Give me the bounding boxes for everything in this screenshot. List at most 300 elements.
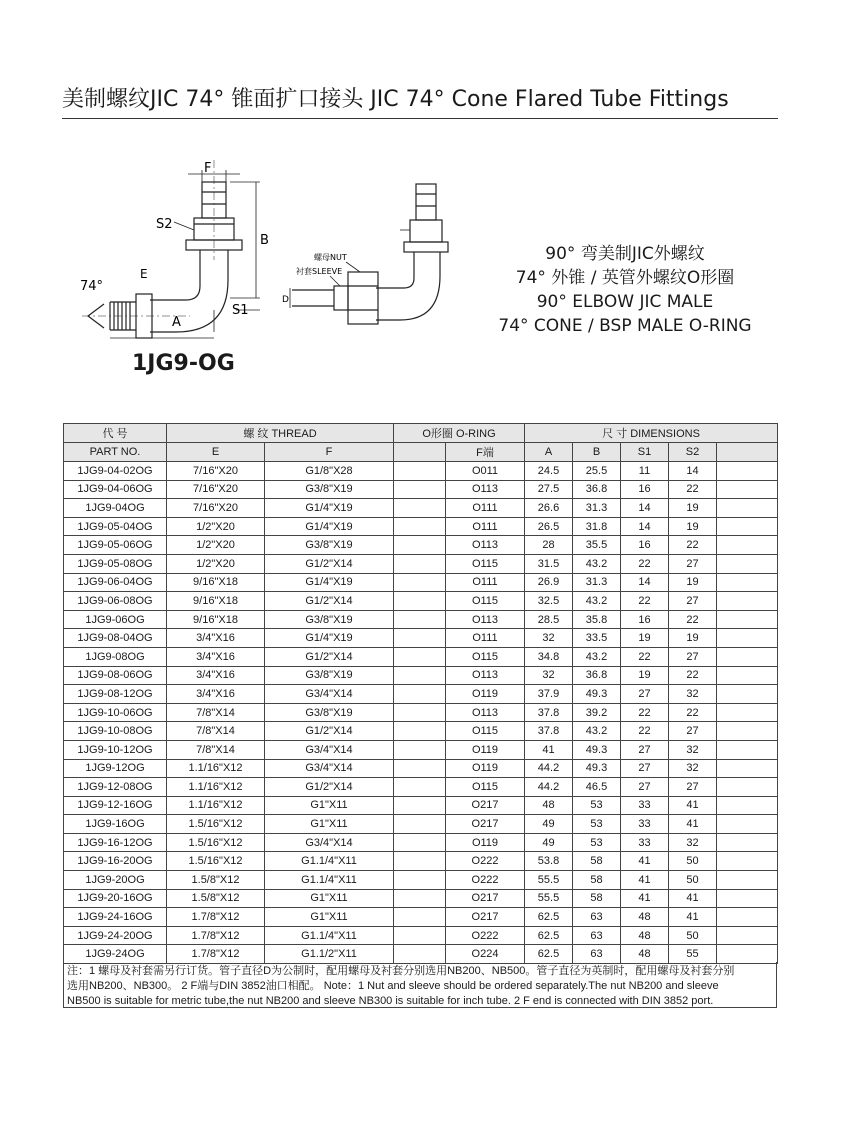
cell-dim-s2: 19 [669, 573, 717, 592]
cell-dim-a: 37.8 [525, 703, 573, 722]
cell-dim-s1: 41 [621, 871, 669, 890]
cell-thread-f: G3/4"X14 [265, 740, 394, 759]
cell-dim-s1: 41 [621, 889, 669, 908]
page-title: 美制螺纹JIC 74° 锥面扩口接头 JIC 74° Cone Flared Tube Fittings [62, 87, 729, 112]
cell-dim-a: 31.5 [525, 554, 573, 573]
cell-blank [394, 926, 446, 945]
spec-table [63, 423, 778, 964]
cell-part-no: 1JG9-08-06OG [64, 666, 167, 685]
cell-oring: O115 [446, 554, 525, 573]
cell-oring: O111 [446, 517, 525, 536]
cell-dim-s2: 32 [669, 759, 717, 778]
table-row [64, 592, 778, 611]
cell-extra [717, 778, 778, 797]
description-line-1: 90° 弯美制JIC外螺纹 [545, 244, 705, 264]
cell-dim-b: 31.3 [573, 573, 621, 592]
cell-extra [717, 517, 778, 536]
header-part-no: PART NO. [64, 443, 167, 462]
cell-blank [394, 778, 446, 797]
cell-dim-b: 35.5 [573, 536, 621, 555]
cell-dim-s1: 11 [621, 462, 669, 481]
cell-extra [717, 685, 778, 704]
cell-part-no: 1JG9-06-08OG [64, 592, 167, 611]
label-s2: S2 [156, 217, 173, 232]
cell-thread-f: G3/8"X19 [265, 480, 394, 499]
table-row [64, 945, 778, 964]
label-sleeve: 衬套SLEEVE [296, 267, 343, 276]
cell-oring: O119 [446, 740, 525, 759]
cell-extra [717, 852, 778, 871]
cell-dim-a: 32.5 [525, 592, 573, 611]
table-row [64, 517, 778, 536]
header-thread: 螺 纹 THREAD [167, 424, 394, 443]
cell-extra [717, 871, 778, 890]
cell-blank [394, 480, 446, 499]
cell-thread-f: G1/8"X28 [265, 462, 394, 481]
cell-blank [394, 610, 446, 629]
cell-dim-a: 26.6 [525, 499, 573, 518]
cell-part-no: 1JG9-10-06OG [64, 703, 167, 722]
cell-extra [717, 499, 778, 518]
cell-dim-s2: 32 [669, 740, 717, 759]
cell-dim-b: 31.8 [573, 517, 621, 536]
cell-thread-e: 1.5/8"X12 [167, 871, 265, 890]
cell-part-no: 1JG9-16OG [64, 815, 167, 834]
cell-blank [394, 759, 446, 778]
cell-dim-s1: 14 [621, 573, 669, 592]
header-oring: O形圈 O-RING [394, 424, 525, 443]
cell-thread-f: G3/4"X14 [265, 833, 394, 852]
cell-oring: O119 [446, 685, 525, 704]
cell-blank [394, 685, 446, 704]
cell-extra [717, 722, 778, 741]
cell-blank [394, 517, 446, 536]
cell-part-no: 1JG9-16-12OG [64, 833, 167, 852]
cell-thread-f: G1.1/4"X11 [265, 871, 394, 890]
cell-part-no: 1JG9-05-04OG [64, 517, 167, 536]
cell-thread-e: 9/16"X18 [167, 610, 265, 629]
header-blank [394, 443, 446, 462]
header-s2: S2 [669, 443, 717, 462]
cell-extra [717, 629, 778, 648]
cell-part-no: 1JG9-20OG [64, 871, 167, 890]
cell-part-no: 1JG9-12-16OG [64, 796, 167, 815]
label-d: D [282, 295, 289, 305]
cell-oring: O113 [446, 666, 525, 685]
cell-dim-b: 43.2 [573, 647, 621, 666]
cell-thread-e: 1.1/16"X12 [167, 796, 265, 815]
cell-dim-a: 62.5 [525, 945, 573, 964]
cell-dim-a: 37.8 [525, 722, 573, 741]
description-line-2: 74° 外锥 / 英管外螺纹O形圈 [515, 268, 735, 288]
cell-part-no: 1JG9-24-20OG [64, 926, 167, 945]
cell-dim-a: 32 [525, 666, 573, 685]
cell-blank [394, 499, 446, 518]
cell-blank [394, 629, 446, 648]
cell-extra [717, 796, 778, 815]
cell-extra [717, 480, 778, 499]
cell-part-no: 1JG9-08OG [64, 647, 167, 666]
cell-dim-s2: 55 [669, 945, 717, 964]
cell-dim-s1: 16 [621, 610, 669, 629]
cell-thread-e: 7/8"X14 [167, 722, 265, 741]
cell-dim-s2: 14 [669, 462, 717, 481]
description-line-3: 90° ELBOW JIC MALE [536, 292, 714, 312]
cell-part-no: 1JG9-20-16OG [64, 889, 167, 908]
table-row [64, 889, 778, 908]
cell-part-no: 1JG9-24OG [64, 945, 167, 964]
cell-dim-a: 48 [525, 796, 573, 815]
header-dimensions: 尺 寸 DIMENSIONS [525, 424, 778, 443]
cell-dim-s1: 27 [621, 778, 669, 797]
cell-thread-f: G3/8"X19 [265, 703, 394, 722]
cell-blank [394, 833, 446, 852]
cell-thread-f: G1/4"X19 [265, 573, 394, 592]
cell-blank [394, 536, 446, 555]
cell-thread-f: G1/2"X14 [265, 592, 394, 611]
table-row [64, 722, 778, 741]
table-row [64, 462, 778, 481]
cell-thread-f: G1.1/4"X11 [265, 852, 394, 871]
cell-dim-s2: 22 [669, 666, 717, 685]
cell-dim-s2: 27 [669, 554, 717, 573]
cell-blank [394, 647, 446, 666]
cell-thread-e: 1.5/16"X12 [167, 852, 265, 871]
table-row [64, 554, 778, 573]
cell-blank [394, 871, 446, 890]
cell-part-no: 1JG9-06-04OG [64, 573, 167, 592]
cell-dim-b: 53 [573, 815, 621, 834]
cell-dim-s1: 19 [621, 629, 669, 648]
cell-blank [394, 815, 446, 834]
cell-oring: O113 [446, 703, 525, 722]
cell-thread-f: G1/4"X19 [265, 517, 394, 536]
cell-blank [394, 703, 446, 722]
fitting-drawing [70, 160, 470, 350]
cell-thread-f: G1"X11 [265, 815, 394, 834]
cell-thread-f: G3/8"X19 [265, 536, 394, 555]
cell-dim-a: 53.8 [525, 852, 573, 871]
cell-thread-f: G1/2"X14 [265, 722, 394, 741]
cell-thread-e: 1.5/16"X12 [167, 833, 265, 852]
cell-thread-f: G1"X11 [265, 889, 394, 908]
cell-thread-e: 9/16"X18 [167, 592, 265, 611]
cell-oring: O115 [446, 647, 525, 666]
cell-dim-b: 49.3 [573, 759, 621, 778]
cell-extra [717, 592, 778, 611]
cell-blank [394, 462, 446, 481]
label-f: F [204, 161, 212, 176]
cell-dim-s1: 14 [621, 517, 669, 536]
cell-dim-b: 36.8 [573, 666, 621, 685]
cell-dim-b: 43.2 [573, 592, 621, 611]
cell-dim-a: 26.5 [525, 517, 573, 536]
cell-dim-s2: 27 [669, 647, 717, 666]
cell-blank [394, 889, 446, 908]
cell-dim-s2: 41 [669, 815, 717, 834]
cell-thread-e: 7/16"X20 [167, 499, 265, 518]
cell-blank [394, 740, 446, 759]
cell-part-no: 1JG9-16-20OG [64, 852, 167, 871]
cell-dim-s2: 50 [669, 871, 717, 890]
cell-dim-b: 49.3 [573, 685, 621, 704]
cell-dim-s1: 16 [621, 536, 669, 555]
cell-dim-b: 31.3 [573, 499, 621, 518]
cell-thread-f: G1"X11 [265, 908, 394, 927]
fitting-description [490, 242, 760, 338]
cell-thread-e: 3/4"X16 [167, 647, 265, 666]
cell-oring: O222 [446, 852, 525, 871]
cell-dim-s2: 27 [669, 592, 717, 611]
table-row [64, 536, 778, 555]
cell-thread-e: 3/4"X16 [167, 685, 265, 704]
cell-dim-s1: 48 [621, 945, 669, 964]
cell-extra [717, 666, 778, 685]
header-code: 代 号 [64, 424, 167, 443]
cell-extra [717, 610, 778, 629]
model-number: 1JG9-OG [132, 351, 235, 376]
cell-dim-b: 36.8 [573, 480, 621, 499]
cell-part-no: 1JG9-10-08OG [64, 722, 167, 741]
cell-blank [394, 573, 446, 592]
cell-dim-s2: 22 [669, 536, 717, 555]
cell-dim-s1: 14 [621, 499, 669, 518]
cell-thread-e: 3/4"X16 [167, 666, 265, 685]
cell-thread-f: G1/2"X14 [265, 647, 394, 666]
cell-dim-b: 33.5 [573, 629, 621, 648]
cell-oring: O115 [446, 592, 525, 611]
cell-oring: O217 [446, 796, 525, 815]
header-a: A [525, 443, 573, 462]
cell-extra [717, 462, 778, 481]
cell-thread-f: G3/8"X19 [265, 666, 394, 685]
cell-dim-b: 58 [573, 889, 621, 908]
table-row [64, 852, 778, 871]
cell-oring: O113 [446, 536, 525, 555]
table-row [64, 610, 778, 629]
table-row [64, 778, 778, 797]
cell-extra [717, 647, 778, 666]
cell-thread-e: 7/8"X14 [167, 703, 265, 722]
cell-dim-s1: 22 [621, 647, 669, 666]
cell-part-no: 1JG9-08-04OG [64, 629, 167, 648]
cell-oring: O119 [446, 833, 525, 852]
cell-part-no: 1JG9-05-08OG [64, 554, 167, 573]
cell-oring: O217 [446, 908, 525, 927]
cell-dim-a: 28 [525, 536, 573, 555]
cell-thread-e: 9/16"X18 [167, 573, 265, 592]
cell-oring: O217 [446, 815, 525, 834]
cell-extra [717, 889, 778, 908]
cell-dim-b: 43.2 [573, 722, 621, 741]
cell-dim-s1: 33 [621, 815, 669, 834]
cell-thread-e: 1.1/16"X12 [167, 778, 265, 797]
header-e: E [167, 443, 265, 462]
table-row [64, 908, 778, 927]
cell-dim-s1: 33 [621, 796, 669, 815]
cell-blank [394, 796, 446, 815]
cell-part-no: 1JG9-06OG [64, 610, 167, 629]
header-f: F [265, 443, 394, 462]
cell-thread-f: G1/4"X19 [265, 499, 394, 518]
cell-dim-s2: 19 [669, 629, 717, 648]
table-row [64, 480, 778, 499]
cell-thread-e: 1.7/8"X12 [167, 908, 265, 927]
cell-extra [717, 833, 778, 852]
table-row [64, 703, 778, 722]
cell-dim-a: 62.5 [525, 926, 573, 945]
cell-thread-e: 3/4"X16 [167, 629, 265, 648]
label-e: E [140, 267, 148, 281]
header-s1: S1 [621, 443, 669, 462]
cell-part-no: 1JG9-05-06OG [64, 536, 167, 555]
table-row [64, 759, 778, 778]
cell-thread-f: G3/4"X14 [265, 685, 394, 704]
cell-extra [717, 815, 778, 834]
cell-dim-s1: 22 [621, 703, 669, 722]
cell-dim-b: 49.3 [573, 740, 621, 759]
cell-dim-a: 49 [525, 833, 573, 852]
cell-oring: O224 [446, 945, 525, 964]
cell-extra [717, 908, 778, 927]
cell-part-no: 1JG9-24-16OG [64, 908, 167, 927]
cell-extra [717, 759, 778, 778]
table-notes [63, 962, 777, 1008]
cell-dim-s1: 33 [621, 833, 669, 852]
cell-dim-b: 53 [573, 833, 621, 852]
cell-oring: O111 [446, 629, 525, 648]
cell-oring: O115 [446, 722, 525, 741]
cell-dim-b: 53 [573, 796, 621, 815]
cell-dim-s2: 41 [669, 908, 717, 927]
cell-thread-f: G1"X11 [265, 796, 394, 815]
cell-blank [394, 722, 446, 741]
table-row [64, 871, 778, 890]
cell-extra [717, 573, 778, 592]
label-b: B [260, 233, 269, 248]
cell-dim-b: 58 [573, 871, 621, 890]
cell-dim-s1: 27 [621, 740, 669, 759]
cell-blank [394, 554, 446, 573]
cell-dim-a: 32 [525, 629, 573, 648]
cell-dim-s1: 41 [621, 852, 669, 871]
cell-blank [394, 852, 446, 871]
table-row [64, 499, 778, 518]
cell-dim-s2: 50 [669, 852, 717, 871]
cell-extra [717, 536, 778, 555]
cell-part-no: 1JG9-12OG [64, 759, 167, 778]
cell-dim-s2: 32 [669, 833, 717, 852]
cell-dim-a: 41 [525, 740, 573, 759]
cell-dim-s2: 50 [669, 926, 717, 945]
table-row [64, 685, 778, 704]
description-line-4: 74° CONE / BSP MALE O-RING [498, 316, 752, 336]
cell-dim-s1: 48 [621, 908, 669, 927]
cell-extra [717, 740, 778, 759]
cell-thread-e: 1/2"X20 [167, 536, 265, 555]
header-f-end: F端 [446, 443, 525, 462]
cell-dim-s1: 27 [621, 685, 669, 704]
cell-oring: O113 [446, 480, 525, 499]
title-divider [62, 118, 778, 119]
cell-dim-a: 62.5 [525, 908, 573, 927]
cell-dim-a: 49 [525, 815, 573, 834]
cell-dim-b: 63 [573, 926, 621, 945]
cell-extra [717, 703, 778, 722]
table-row [64, 796, 778, 815]
cell-dim-a: 28.5 [525, 610, 573, 629]
cell-oring: O119 [446, 759, 525, 778]
cell-dim-b: 25.5 [573, 462, 621, 481]
cell-thread-f: G1/4"X19 [265, 629, 394, 648]
cell-oring: O222 [446, 871, 525, 890]
cell-part-no: 1JG9-04-02OG [64, 462, 167, 481]
cell-dim-b: 39.2 [573, 703, 621, 722]
cell-thread-f: G3/8"X19 [265, 610, 394, 629]
cell-thread-e: 7/8"X14 [167, 740, 265, 759]
cell-dim-a: 34.8 [525, 647, 573, 666]
cell-dim-s2: 41 [669, 889, 717, 908]
cell-extra [717, 926, 778, 945]
cell-thread-e: 1/2"X20 [167, 554, 265, 573]
cell-thread-e: 1.7/8"X12 [167, 945, 265, 964]
cell-dim-a: 44.2 [525, 778, 573, 797]
cell-dim-s1: 48 [621, 926, 669, 945]
table-row [64, 740, 778, 759]
cell-dim-b: 58 [573, 852, 621, 871]
table-row [64, 833, 778, 852]
cell-oring: O113 [446, 610, 525, 629]
cell-thread-e: 1.5/16"X12 [167, 815, 265, 834]
cell-blank [394, 666, 446, 685]
cell-oring: O011 [446, 462, 525, 481]
cell-thread-e: 7/16"X20 [167, 462, 265, 481]
cell-dim-s2: 19 [669, 499, 717, 518]
cell-dim-s2: 22 [669, 480, 717, 499]
cell-blank [394, 945, 446, 964]
cell-thread-e: 1.7/8"X12 [167, 926, 265, 945]
cell-dim-s1: 22 [621, 722, 669, 741]
cell-dim-a: 26.9 [525, 573, 573, 592]
label-s1: S1 [232, 303, 249, 318]
cell-thread-f: G1.1/2"X11 [265, 945, 394, 964]
cell-extra [717, 945, 778, 964]
cell-dim-a: 44.2 [525, 759, 573, 778]
table-row [64, 926, 778, 945]
cell-extra [717, 554, 778, 573]
cell-thread-f: G1/2"X14 [265, 554, 394, 573]
cell-dim-s1: 16 [621, 480, 669, 499]
cell-dim-s1: 19 [621, 666, 669, 685]
cell-part-no: 1JG9-08-12OG [64, 685, 167, 704]
cell-part-no: 1JG9-04-06OG [64, 480, 167, 499]
note-line-3: NB500 is suitable for metric tube,the nut NB200 and sleeve NB300 is suitable for inch tube. 2 F end is connected with DIN 3852 port. [67, 995, 714, 1007]
cell-oring: O222 [446, 926, 525, 945]
table-header-row-2 [64, 443, 778, 462]
cell-thread-e: 7/16"X20 [167, 480, 265, 499]
cell-dim-s2: 32 [669, 685, 717, 704]
cell-dim-a: 24.5 [525, 462, 573, 481]
cell-thread-e: 1/2"X20 [167, 517, 265, 536]
cell-dim-a: 55.5 [525, 871, 573, 890]
table-row [64, 666, 778, 685]
cell-dim-a: 55.5 [525, 889, 573, 908]
label-a: A [172, 315, 181, 330]
cell-dim-a: 27.5 [525, 480, 573, 499]
cell-oring: O115 [446, 778, 525, 797]
cell-oring: O111 [446, 573, 525, 592]
cell-oring: O217 [446, 889, 525, 908]
